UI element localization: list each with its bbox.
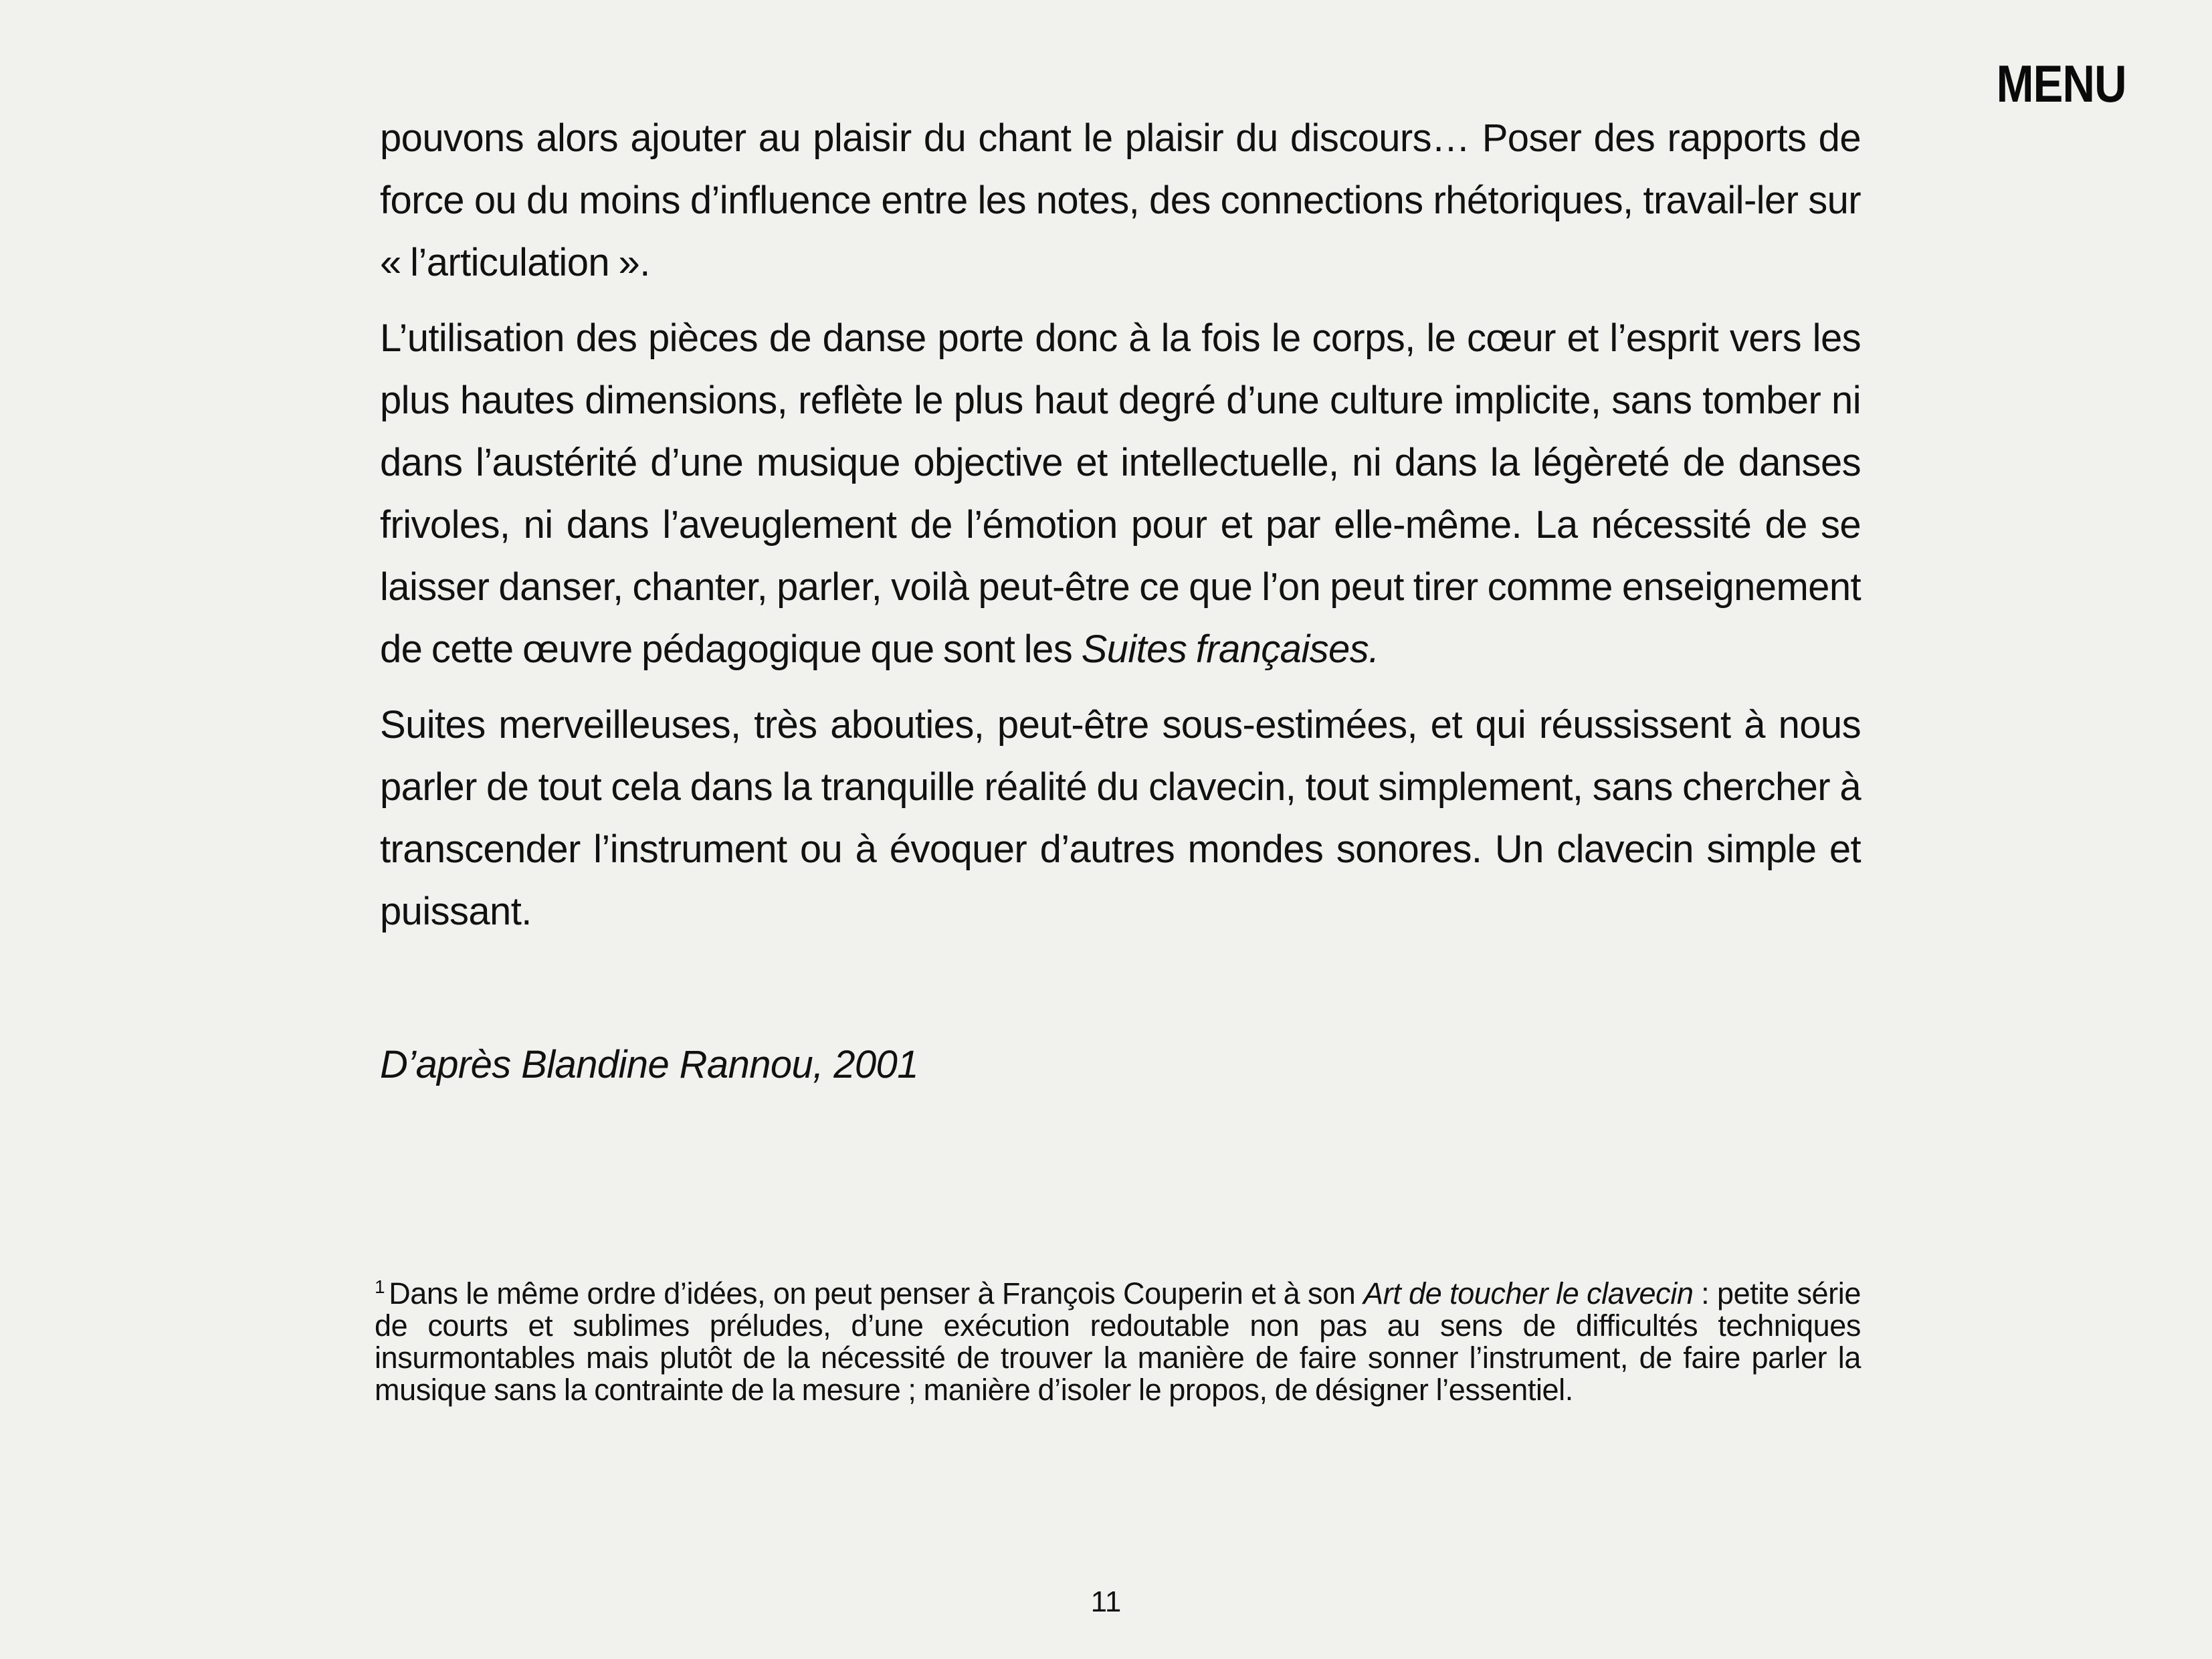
paragraph-2-italic-title: Suites françaises. [1081, 627, 1379, 671]
footnote-marker: 1 [375, 1276, 385, 1297]
footnote-text-after: : petite série de courts et sublimes préludes, d’une exécution redoutable non pas au sens de difficultés techniques insurmontables mais plutôt de la nécessité de trouver la manière de faire sonner l’instrument, de faire parler la musique sans la contrainte de la mesure ; manière d’isoler le propos, de désigner l’essentiel. [375, 1276, 1861, 1407]
paragraph-2-text: L’utilisation des pièces de danse porte donc à la fois le corps, le cœur et l’esprit vers les plus hautes dimensions, reflète le plus haut degré d’une culture implicite, sans tomber ni dans l’austérité d’une musique objective et intellectuelle, ni dans la légèreté de danses frivoles, ni dans l’aveuglement de l’émotion pour et par elle-même. La nécessité de se laisser danser, chanter, parler, voilà peut-être ce que l’on peut tirer comme enseignement de cette œuvre pédagogique que sont les [380, 316, 1861, 671]
main-text [380, 107, 1861, 1096]
paragraph-2 [380, 307, 1861, 680]
menu-button[interactable]: MENU [1996, 54, 2126, 113]
footnote-text-before: Dans le même ordre d’idées, on peut penser à François Couperin et à son [389, 1276, 1364, 1310]
paragraph-1: pouvons alors ajouter au plaisir du chant le plaisir du discours… Poser des rapports de force ou du moins d’influence entre les notes, des connections rhétoriques, travail-ler sur « l’articulation ». [380, 116, 1861, 284]
attribution: D’après Blandine Rannou, 2001 [380, 1043, 918, 1086]
footnote-italic-title: Art de toucher le clavecin [1363, 1276, 1694, 1310]
footnote [375, 1278, 1861, 1406]
page-number: 11 [1090, 1585, 1122, 1618]
paragraph-3: Suites merveilleuses, très abouties, peut-être sous-estimées, et qui réussissent à nous parler de tout cela dans la tranquille réalité du clavecin, tout simplement, sans chercher à transcender l’instrument ou à évoquer d’autres mondes sonores. Un clavecin simple et puissant. [380, 703, 1861, 933]
